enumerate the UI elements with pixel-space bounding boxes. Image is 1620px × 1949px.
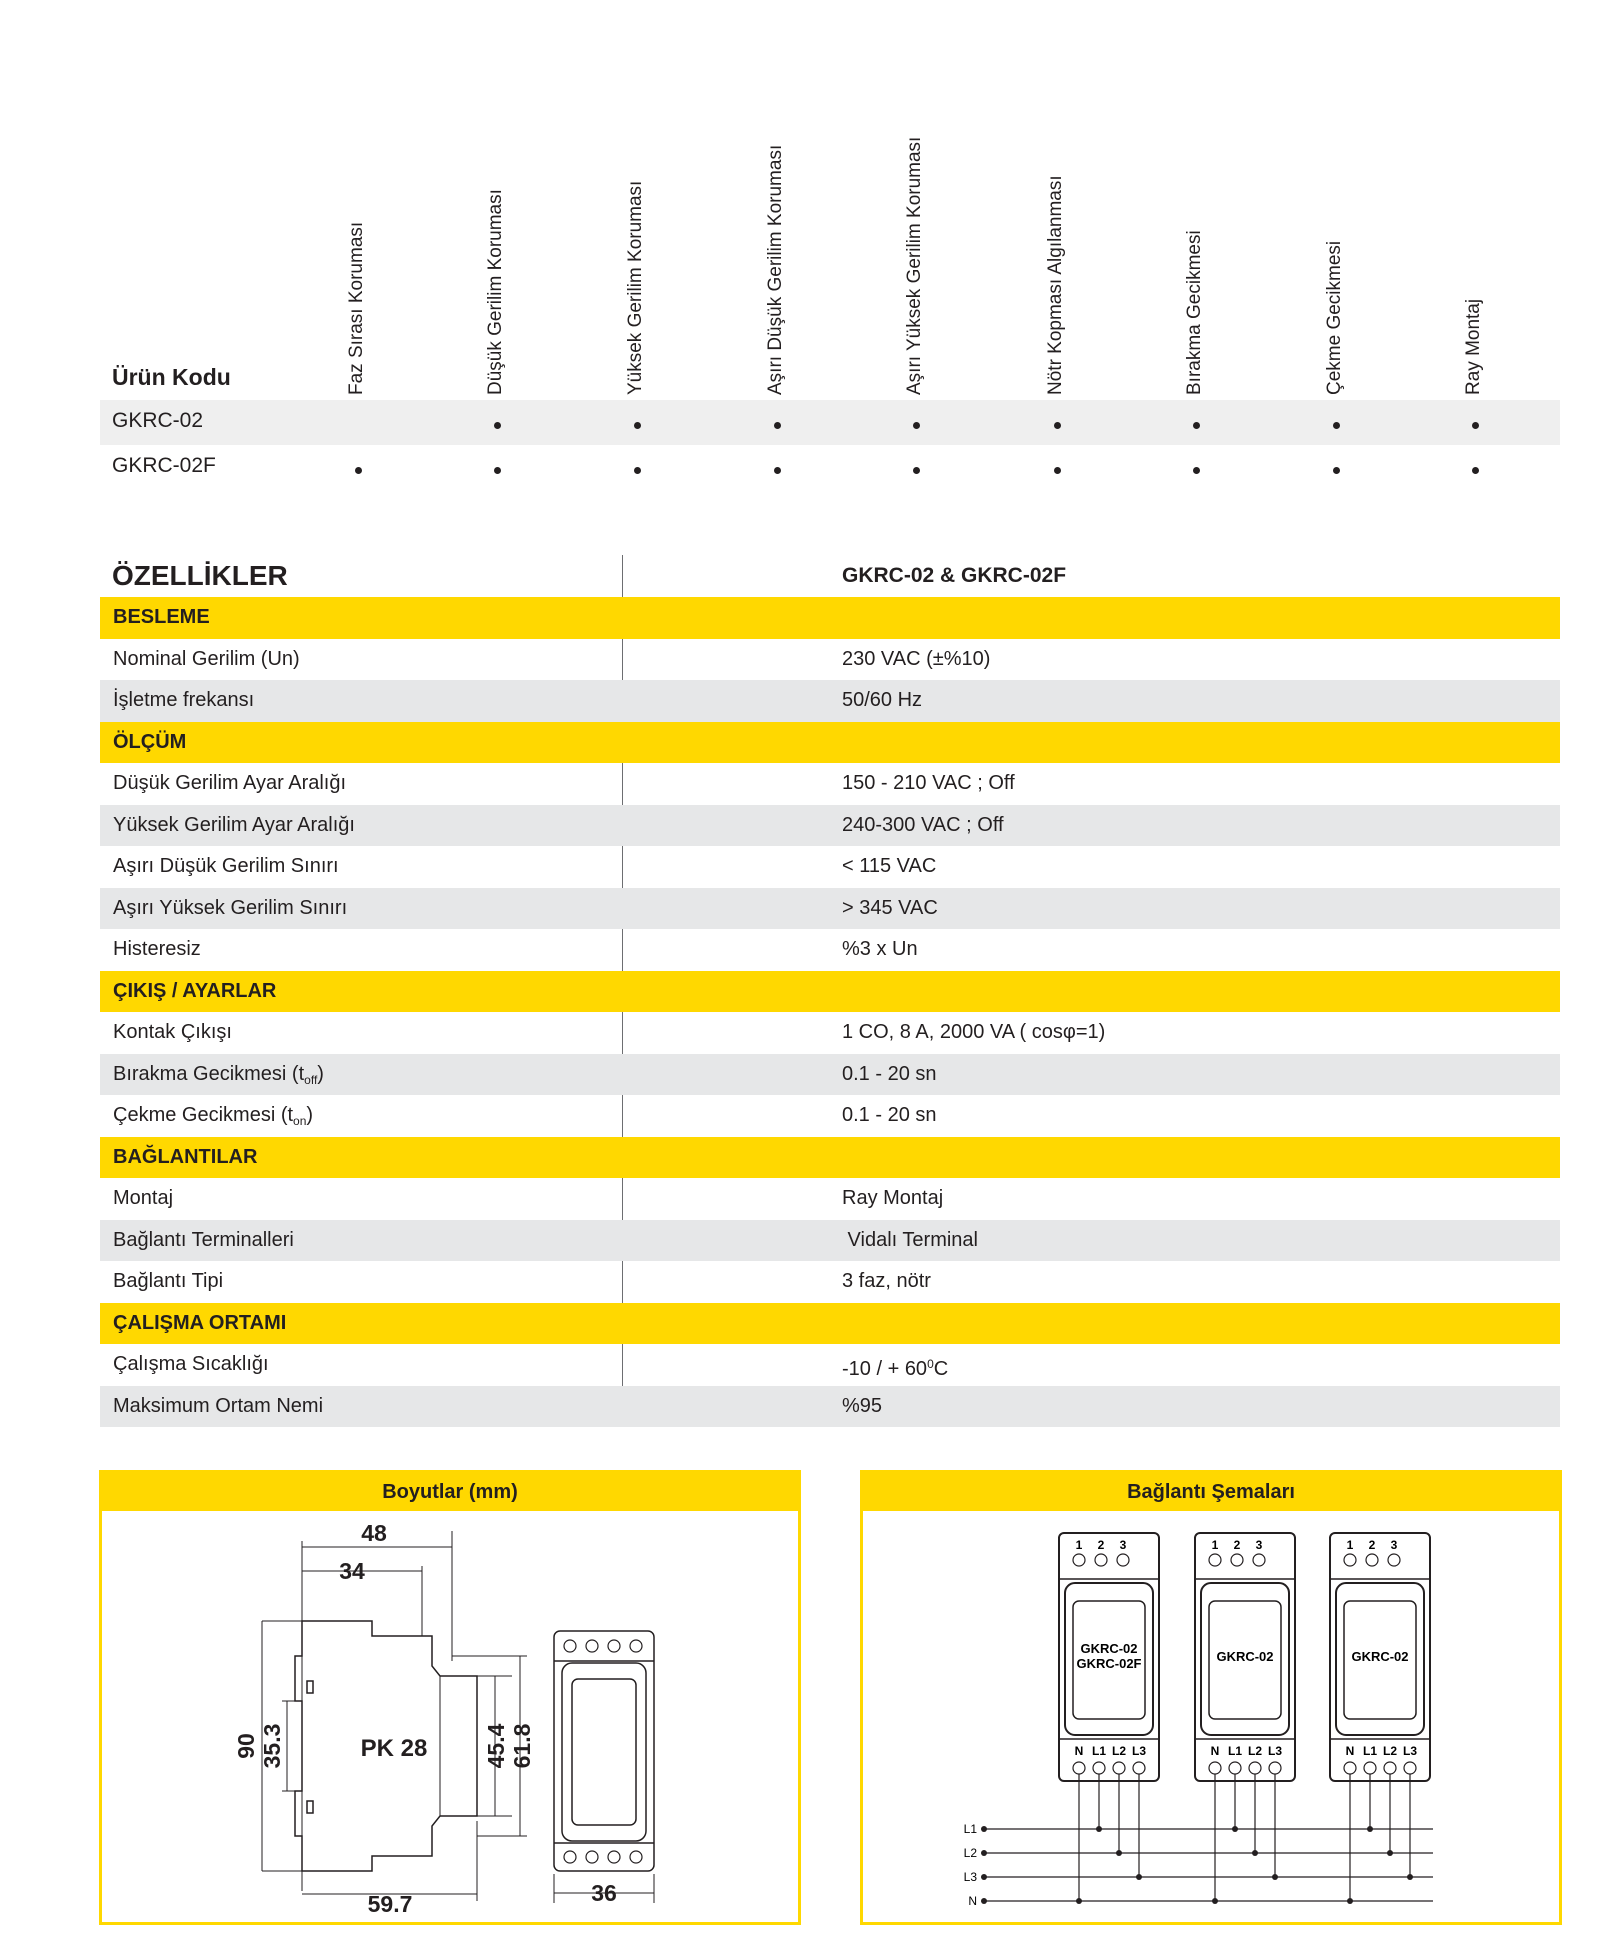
relay-device: [1330, 1533, 1430, 1781]
section-label: BAĞLANTILAR: [113, 1145, 258, 1168]
spec-value-superscript: 0: [927, 1357, 934, 1371]
feature-check-dot: [1193, 422, 1200, 429]
spec-label-text: Montaj: [113, 1187, 174, 1209]
screw-icon: [1388, 1554, 1400, 1566]
device-model-label: GKRC-02: [1351, 1649, 1409, 1664]
model-label: PK 28: [360, 1735, 428, 1762]
screw-icon: [1113, 1762, 1125, 1774]
dimensions-panel: [99, 1470, 801, 1925]
spec-value-text: < 115 VAC: [842, 855, 937, 877]
spec-section-header: [100, 1303, 1560, 1345]
device-model-label-2: GKRC-02F: [1076, 1656, 1142, 1671]
dim-48: 48: [361, 1520, 387, 1546]
screw-icon: [1344, 1554, 1356, 1566]
spec-value: [842, 1054, 937, 1096]
spec-label-text: İşletme frekansı: [113, 689, 255, 711]
spec-row: [100, 1178, 1560, 1220]
bottom-terminal-label: N: [1074, 1744, 1084, 1758]
top-terminal-label: 2: [1368, 1538, 1376, 1552]
connection-diagram: [863, 1511, 1559, 1922]
matrix-row: [100, 445, 1560, 490]
spec-value: [842, 680, 922, 722]
clip-slot-bottom: [307, 1801, 313, 1813]
screw-icon: [1231, 1554, 1243, 1566]
product-code: GKRC-02: [112, 409, 204, 432]
matrix-row: [100, 400, 1560, 445]
spec-value-text: Ray Montaj: [842, 1187, 944, 1209]
spec-label-suffix: ): [306, 1104, 314, 1126]
dim-34: 34: [339, 1558, 365, 1584]
bottom-terminal-label: L1: [1227, 1744, 1243, 1758]
screw-icon: [1269, 1762, 1281, 1774]
spec-label-text: Aşırı Yüksek Gerilim Sınırı: [113, 896, 348, 919]
spec-value-text: -10 / + 60: [842, 1358, 928, 1380]
spec-label-text: Bağlantı Terminalleri: [113, 1228, 294, 1251]
feature-check-dot: [494, 422, 501, 429]
feature-check-dot: [634, 422, 641, 429]
spec-label: [113, 680, 254, 722]
device-front-view: [554, 1631, 654, 1871]
spec-value-text: 0.1 - 20 sn: [842, 1104, 937, 1126]
spec-value: [842, 1095, 937, 1137]
spec-label: [113, 763, 346, 805]
screw-icon: [1404, 1762, 1416, 1774]
spec-row: [100, 1220, 1560, 1262]
dim-61-8: 61.8: [509, 1723, 535, 1769]
top-terminal-label: 1: [1211, 1538, 1219, 1552]
top-terminal-label: 1: [1075, 1538, 1083, 1552]
bottom-terminal-label: L2: [1382, 1744, 1398, 1758]
spec-row: [100, 846, 1560, 888]
dim-36: 36: [591, 1880, 617, 1906]
section-label: ÖLÇÜM: [113, 730, 187, 753]
feature-column-header: Yüksek Gerilim Koruması: [625, 180, 646, 395]
spec-value: [842, 929, 918, 971]
section-label: ÇALIŞMA ORTAMI: [113, 1311, 287, 1334]
screw-icon: [1209, 1762, 1221, 1774]
spec-section-header: [100, 597, 1560, 639]
top-terminal-label: 2: [1097, 1538, 1105, 1552]
spec-value-text: %3 x Un: [842, 938, 918, 960]
spec-row: [100, 1095, 1560, 1137]
spec-row: [100, 1344, 1560, 1386]
spec-value: [842, 1261, 931, 1303]
spec-section-header: [100, 1137, 1560, 1179]
spec-value-text: 150 - 210 VAC ; Off: [842, 772, 1015, 794]
bottom-terminal-label: L2: [1111, 1744, 1127, 1758]
bottom-terminal-label: L2: [1247, 1744, 1263, 1758]
spec-label: [113, 929, 201, 971]
feature-check-dot: [1333, 422, 1340, 429]
spec-value-text: 50/60 Hz: [842, 689, 923, 711]
bottom-terminal-label: L1: [1091, 1744, 1107, 1758]
feature-check-dot: [634, 467, 641, 474]
spec-label-text: Histeresiz: [113, 938, 201, 960]
relay-device: [1059, 1533, 1159, 1781]
screw-icon: [1073, 1554, 1085, 1566]
screw-icon: [1249, 1762, 1261, 1774]
dimensions-title: Boyutlar (mm): [102, 1473, 798, 1511]
screw-icon: [1344, 1762, 1356, 1774]
spec-value: [842, 846, 936, 888]
spec-value-text: 3 faz, nötr: [842, 1270, 931, 1292]
spec-label: [113, 1095, 313, 1143]
feature-check-dot: [355, 467, 362, 474]
top-terminal-label: 1: [1346, 1538, 1354, 1552]
screw-icon: [1229, 1762, 1241, 1774]
feature-check-dot: [774, 467, 781, 474]
product-code: GKRC-02F: [112, 454, 216, 477]
dimensions-drawing: [102, 1511, 798, 1922]
clip-slot-top: [307, 1681, 313, 1693]
relay-device: [1195, 1533, 1295, 1781]
section-label: BESLEME: [113, 606, 210, 628]
screw-icon: [1253, 1554, 1265, 1566]
feature-column-header: Aşırı Düşük Gerilim Koruması: [765, 144, 786, 395]
screw-terminals: [564, 1640, 642, 1863]
screw-icon: [1095, 1554, 1107, 1566]
spec-value: [842, 1178, 943, 1220]
spec-value-text: 1 CO, 8 A, 2000 VA ( cosφ=1): [842, 1021, 1106, 1043]
spec-row: [100, 639, 1560, 681]
product-code-header: Ürün Kodu: [112, 364, 231, 390]
spec-label: [113, 1178, 173, 1220]
spec-value-text: %95: [842, 1394, 883, 1417]
feature-column-header: Bırakma Gecikmesi: [1184, 230, 1205, 395]
spec-value: [842, 763, 1015, 805]
spec-label-text: Aşırı Düşük Gerilim Sınırı: [113, 855, 339, 877]
spec-value-text: > 345 VAC: [842, 896, 938, 919]
feature-column-header: Çekme Gecikmesi: [1324, 240, 1345, 395]
bottom-terminal-label: N: [1210, 1744, 1220, 1758]
spec-label: [113, 1220, 294, 1262]
feature-check-dot: [1054, 467, 1061, 474]
spec-label-text: Düşük Gerilim Ayar Aralığı: [113, 772, 347, 794]
spec-value-text: 0.1 - 20 sn: [842, 1062, 937, 1085]
spec-label-text: Maksimum Ortam Nemi: [113, 1394, 324, 1417]
bottom-terminal-label: L3: [1131, 1744, 1147, 1758]
screw-icon: [1073, 1762, 1085, 1774]
spec-value: [842, 1386, 882, 1428]
spec-value: [842, 805, 1004, 847]
spec-label: [113, 639, 300, 681]
spec-value: [842, 1344, 948, 1391]
feature-check-dot: [774, 422, 781, 429]
device-model-label: GKRC-02: [1080, 1641, 1138, 1656]
spec-label-text: Bağlantı Tipi: [113, 1270, 224, 1292]
top-terminal-label: 3: [1119, 1538, 1127, 1552]
screw-icon: [1093, 1762, 1105, 1774]
spec-label: [113, 846, 339, 888]
spec-value-text: Vidalı Terminal: [842, 1228, 978, 1251]
top-terminal-label: 3: [1255, 1538, 1263, 1552]
spec-value: [842, 1220, 978, 1262]
spec-row: [100, 805, 1560, 847]
spec-section-header: [100, 722, 1560, 764]
connection-diagrams-panel: [860, 1470, 1562, 1925]
spec-row: [100, 929, 1560, 971]
spec-label-suffix: ): [317, 1062, 324, 1085]
spec-label: [113, 1344, 269, 1386]
feature-check-dot: [1054, 422, 1061, 429]
feature-check-dot: [1472, 467, 1479, 474]
supply-line-label: L3: [963, 1870, 977, 1884]
feature-column-header: Aşırı Yüksek Gerilim Koruması: [904, 136, 925, 395]
screw-icon: [1364, 1762, 1376, 1774]
feature-check-dot: [913, 422, 920, 429]
dim-59-7: 59.7: [367, 1891, 413, 1917]
feature-check-dot: [1333, 467, 1340, 474]
spec-label-subscript: on: [293, 1114, 307, 1128]
spec-row: [100, 1261, 1560, 1303]
connection-title: Bağlantı Şemaları: [863, 1473, 1559, 1511]
screw-icon: [1209, 1554, 1221, 1566]
spec-section-header: [100, 971, 1560, 1013]
spec-label-text: Bırakma Gecikmesi (t: [113, 1062, 305, 1085]
spec-value-text: 240-300 VAC ; Off: [842, 813, 1004, 836]
supply-line-label: L1: [963, 1822, 977, 1836]
spec-row: [100, 1386, 1560, 1428]
specs-model-header: GKRC-02 & GKRC-02F: [842, 564, 1067, 587]
dim-35-3: 35.3: [259, 1723, 285, 1769]
spec-label-text: Çekme Gecikmesi (t: [113, 1104, 294, 1126]
spec-row: [100, 763, 1560, 805]
bottom-terminal-label: L3: [1402, 1744, 1418, 1758]
device-model-label: GKRC-02: [1216, 1649, 1274, 1664]
spec-label: [113, 1386, 323, 1428]
feature-column-header: Faz Sırası Koruması: [346, 221, 367, 395]
specs-title: ÖZELLİKLER: [112, 560, 288, 591]
spec-label: [113, 1012, 232, 1054]
spec-label-text: Çalışma Sıcaklığı: [113, 1353, 269, 1375]
spec-label: [113, 1261, 223, 1303]
screw-icon: [1384, 1762, 1396, 1774]
spec-label-text: Yüksek Gerilim Ayar Aralığı: [113, 813, 355, 836]
screw-icon: [1366, 1554, 1378, 1566]
spec-value-text: 230 VAC (±%10): [842, 647, 991, 670]
spec-row: [100, 680, 1560, 722]
section-label: ÇIKIŞ / AYARLAR: [113, 979, 277, 1002]
spec-row: [100, 1012, 1560, 1054]
bottom-terminal-label: L3: [1267, 1744, 1283, 1758]
spec-label-subscript: off: [304, 1072, 318, 1087]
spec-label: [113, 1054, 324, 1102]
feature-column-header: Düşük Gerilim Koruması: [485, 189, 506, 395]
supply-line-label: N: [968, 1894, 977, 1908]
supply-line-label: L2: [963, 1846, 977, 1860]
spec-value: [842, 1012, 1105, 1054]
dim-45-4: 45.4: [483, 1723, 509, 1769]
feature-check-dot: [494, 467, 501, 474]
spec-label: [113, 888, 347, 930]
feature-check-dot: [913, 467, 920, 474]
screw-icon: [1133, 1762, 1145, 1774]
feature-matrix: [100, 0, 1560, 500]
spec-label-text: Nominal Gerilim (Un): [113, 647, 300, 670]
feature-column-header: Nötr Kopması Algılanması: [1045, 175, 1066, 395]
spec-value: [842, 888, 938, 930]
feature-check-dot: [1193, 467, 1200, 474]
bottom-terminal-label: L1: [1362, 1744, 1378, 1758]
spec-row: [100, 888, 1560, 930]
feature-check-dot: [1472, 422, 1479, 429]
spec-value: [842, 639, 990, 681]
spec-label-text: Kontak Çıkışı: [113, 1021, 232, 1043]
top-terminal-label: 3: [1390, 1538, 1398, 1552]
dim-90: 90: [233, 1733, 259, 1759]
top-terminal-label: 2: [1233, 1538, 1241, 1552]
screw-icon: [1117, 1554, 1129, 1566]
bottom-terminal-label: N: [1345, 1744, 1355, 1758]
spec-row: [100, 1054, 1560, 1096]
spec-label: [113, 805, 355, 847]
spec-value-suffix: C: [933, 1358, 949, 1380]
feature-column-header: Ray Montaj: [1463, 298, 1484, 395]
